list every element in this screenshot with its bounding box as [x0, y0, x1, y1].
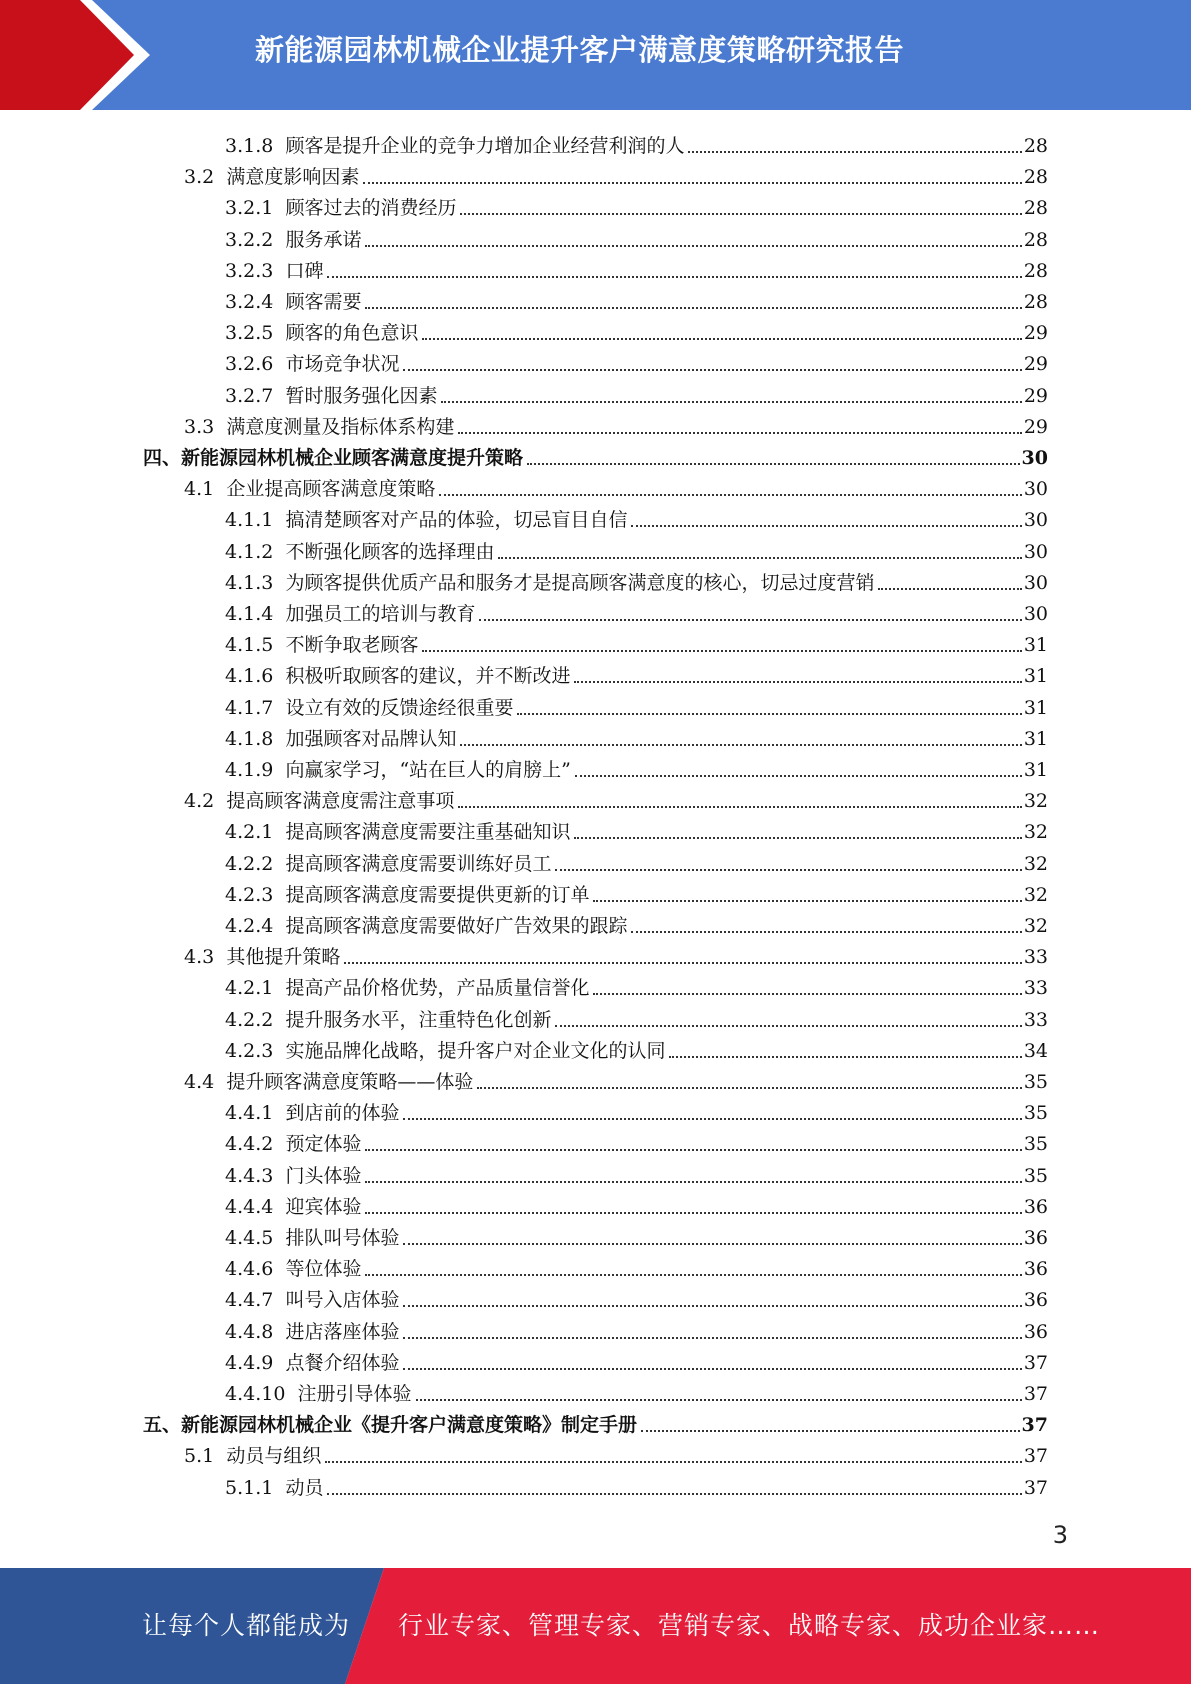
toc-entry-page: 31: [1023, 665, 1048, 688]
toc-entry-gap: [214, 1070, 226, 1094]
toc-entry[interactable]: [225, 533, 1048, 564]
toc-entry-title: 搞清楚顾客对产品的体验，切忌盲目自信: [285, 509, 628, 532]
toc-entry-gap: [273, 883, 285, 907]
toc-entry-page: 32: [1023, 852, 1048, 875]
toc-entry-number: 4.1.5: [225, 634, 274, 657]
toc-entry-number: 4.4.1: [225, 1102, 274, 1125]
toc-entry-number: 3.1.8: [225, 135, 274, 157]
toc-entry[interactable]: [225, 1032, 1048, 1063]
toc-entry[interactable]: [225, 813, 1048, 844]
toc-dot-leader: [344, 961, 1021, 964]
toc-entry[interactable]: [225, 1250, 1048, 1281]
toc-entry-number: 4.4.8: [225, 1320, 274, 1343]
toc-dot-leader: [688, 150, 1021, 153]
toc-entry-gap: [214, 165, 226, 189]
toc-entry-gap: [273, 290, 285, 314]
toc-entry[interactable]: [225, 907, 1048, 938]
toc-entry-title: 点餐介绍体验: [285, 1351, 400, 1374]
toc-entry-title: 不断争取老顾客: [285, 634, 419, 657]
toc-entry-gap: [273, 727, 285, 751]
toc-entry[interactable]: [225, 720, 1048, 751]
toc-entry-gap: [273, 664, 285, 688]
toc-entry-page: 31: [1023, 696, 1048, 719]
toc-dot-leader: [403, 368, 1021, 371]
toc-entry[interactable]: [225, 345, 1048, 376]
toc-entry[interactable]: [225, 1344, 1048, 1375]
toc-entry-page: 30: [1023, 603, 1048, 625]
toc-entry-number: 4.1.4: [225, 603, 274, 625]
toc-entry-number: 4.2.3: [225, 1039, 274, 1062]
toc-entry-gap: [214, 945, 226, 969]
toc-dot-leader: [460, 743, 1021, 746]
toc-dot-leader: [327, 1492, 1021, 1495]
toc-entry-page: 31: [1023, 634, 1048, 657]
toc-entry-title: 叫号入店体验: [285, 1289, 400, 1312]
toc-entry-title: 为顾客提供优质产品和服务才是提高顾客满意度的核心，切忌过度营销: [285, 571, 875, 594]
toc-entry-page: 35: [1023, 1102, 1048, 1125]
footer-slogan-left: 让每个人都能成为: [142, 1611, 351, 1640]
toc-entry[interactable]: [225, 626, 1048, 657]
toc-entry-title: 四、新能源园林机械企业顾客满意度提升策略: [143, 447, 524, 469]
toc-entry-title: 迎宾体验: [285, 1195, 362, 1218]
toc-entry[interactable]: [225, 689, 1048, 720]
toc-entry[interactable]: [225, 221, 1048, 252]
toc-entry-gap: [273, 852, 285, 876]
toc-entry-title: 企业提高顾客满意度策略: [226, 478, 436, 501]
toc-entry-title: 到店前的体验: [285, 1102, 400, 1125]
toc-entry-page: 37: [1023, 1445, 1048, 1468]
toc-dot-leader: [363, 181, 1021, 184]
toc-entry-number: 4.4.10: [225, 1383, 286, 1405]
toc-entry-page: 37: [1023, 1383, 1048, 1405]
toc-entry-title: 进店落座体验: [285, 1320, 400, 1343]
toc-entry-page: 28: [1023, 259, 1048, 282]
toc-entry-page: 28: [1023, 166, 1048, 189]
toc-entry-title: 五、新能源园林机械企业《提升客户满意度策略》制定手册: [143, 1414, 638, 1437]
toc-entry-gap: [273, 1039, 285, 1063]
toc-entry[interactable]: [225, 1188, 1048, 1219]
toc-entry-title: 提升顾客满意度策略——体验: [226, 1071, 474, 1093]
toc-entry[interactable]: [225, 1157, 1048, 1188]
toc-dot-leader: [403, 1336, 1021, 1339]
toc-entry-gap: [273, 571, 285, 595]
toc-entry-gap: [273, 1351, 285, 1375]
toc-entry[interactable]: [225, 377, 1048, 408]
toc-entry-number: 4.1.3: [225, 571, 274, 594]
toc-entry-title: 设立有效的反馈途经很重要: [285, 696, 514, 719]
toc-entry[interactable]: [225, 189, 1048, 220]
toc-entry-number: 4.1.7: [225, 696, 274, 719]
header-arrow-graphic: [0, 0, 150, 110]
toc-entry-number: 4.4.3: [225, 1164, 274, 1187]
toc-entry-page: 30: [1023, 540, 1048, 563]
toc-entry-number: 4.2.3: [225, 883, 274, 906]
toc-entry-title: 提高顾客满意度需要注重基础知识: [285, 821, 571, 844]
toc-dot-leader: [593, 899, 1021, 902]
toc-entry-gap: [273, 976, 285, 1000]
toc-entry[interactable]: [225, 127, 1048, 158]
toc-entry-gap: [273, 1226, 285, 1250]
toc-entry-number: 4.2: [184, 790, 215, 813]
toc-entry-title: 向赢家学习，“站在巨人的肩膀上”: [285, 759, 571, 781]
toc-entry-title: 提高顾客满意度需要提供更新的订单: [285, 883, 590, 906]
toc-entry[interactable]: [225, 501, 1048, 532]
toc-entry-title: 预定体验: [285, 1133, 362, 1156]
toc-entry[interactable]: [143, 439, 1048, 470]
toc-entry-gap: [273, 696, 285, 720]
toc-entry[interactable]: [225, 1219, 1048, 1250]
toc-entry-gap: [273, 1164, 285, 1188]
toc-entry-page: 32: [1023, 821, 1048, 844]
toc-entry-title: 加强顾客对品牌认知: [285, 727, 457, 750]
toc-entry-number: 3.2.5: [225, 322, 274, 345]
toc-entry-title: 实施品牌化战略，提升客户对企业文化的认同: [285, 1039, 666, 1062]
toc-entry-gap: [273, 633, 285, 657]
toc-entry-number: 4.4.6: [225, 1258, 274, 1281]
toc-entry-number: 4.4.2: [225, 1133, 274, 1156]
toc-dot-leader: [460, 212, 1021, 215]
toc-entry[interactable]: [225, 751, 1048, 782]
toc-entry-number: 4.4.4: [225, 1195, 274, 1218]
toc-entry[interactable]: [225, 1469, 1048, 1500]
toc-entry-gap: [273, 1288, 285, 1312]
toc-dot-leader: [458, 805, 1021, 808]
toc-dot-leader: [527, 462, 1020, 465]
toc-dot-leader: [403, 1242, 1021, 1245]
toc-entry-title: 提高顾客满意度需要做好广告效果的跟踪: [285, 915, 628, 937]
toc-entry-title: 市场竞争状况: [285, 353, 400, 376]
toc-entry-page: 28: [1023, 228, 1048, 251]
toc-entry-number: 3.3: [184, 415, 215, 438]
toc-entry-title: 加强员工的培训与教育: [285, 603, 476, 625]
toc-entry-gap: [273, 1195, 285, 1219]
toc-entry-number: 4.2.2: [225, 852, 274, 875]
toc-entry-number: 4.2.1: [225, 977, 274, 1000]
toc-entry-page: 34: [1023, 1039, 1048, 1062]
toc-entry-page: 30: [1021, 447, 1048, 469]
toc-entry[interactable]: [225, 876, 1048, 907]
toc-entry-page: 37: [1021, 1414, 1048, 1437]
toc-entry-number: 4.1.8: [225, 727, 274, 750]
toc-entry[interactable]: [184, 408, 1048, 439]
toc-dot-leader: [403, 1304, 1021, 1307]
toc-entry[interactable]: [225, 1313, 1048, 1344]
toc-entry[interactable]: [184, 938, 1048, 969]
toc-entry-title: 其他提升策略: [226, 946, 341, 969]
toc-entry-number: 4.2.1: [225, 821, 274, 844]
toc-entry-page: 33: [1023, 977, 1048, 1000]
toc-entry-page: 28: [1023, 135, 1048, 157]
toc-entry-title: 动员与组织: [226, 1445, 322, 1468]
toc-entry[interactable]: [184, 1063, 1048, 1094]
toc-entry[interactable]: [225, 252, 1048, 283]
toc-entry-page: 35: [1023, 1133, 1048, 1156]
toc-entry-gap: [285, 1382, 297, 1406]
toc-entry-title: 口碑: [285, 259, 324, 282]
toc-entry-page: 32: [1023, 883, 1048, 906]
toc-entry-title: 顾客需要: [285, 291, 362, 313]
toc-entry-gap: [273, 758, 285, 782]
toc-entry-number: 3.2.6: [225, 353, 274, 376]
toc-entry-page: 29: [1023, 322, 1048, 345]
toc-entry-number: 4.3: [184, 946, 215, 969]
toc-entry-gap: [273, 1476, 285, 1500]
toc-entry-page: 36: [1023, 1289, 1048, 1312]
toc-entry-title: 不断强化顾客的选择理由: [285, 540, 495, 563]
toc-dot-leader: [365, 1148, 1021, 1151]
toc-dot-leader: [365, 244, 1021, 247]
toc-dot-leader: [631, 524, 1021, 527]
toc-entry-number: 4.1: [184, 478, 215, 501]
toc-dot-leader: [325, 1460, 1021, 1463]
toc-entry-number: 3.2.2: [225, 228, 274, 251]
toc-entry-page: 30: [1023, 509, 1048, 532]
toc-dot-leader: [327, 275, 1021, 278]
toc-entry[interactable]: [225, 969, 1048, 1000]
toc-entry-gap: [273, 540, 285, 564]
toc-entry-number: 4.4: [184, 1071, 215, 1093]
toc-entry-gap: [273, 134, 285, 158]
toc-dot-leader: [441, 400, 1021, 403]
toc-dot-leader: [458, 431, 1021, 434]
toc-entry-number: 4.1.1: [225, 509, 274, 532]
toc-entry-gap: [273, 1257, 285, 1281]
toc-entry-title: 门头体验: [285, 1164, 362, 1187]
page-footer: [0, 1568, 1191, 1684]
toc-dot-leader: [631, 930, 1021, 933]
toc-entry-page: 30: [1023, 478, 1048, 501]
toc-entry-gap: [273, 602, 285, 626]
toc-dot-leader: [498, 556, 1021, 559]
toc-dot-leader: [479, 618, 1021, 621]
toc-entry-page: 35: [1023, 1164, 1048, 1187]
toc-entry-gap: [214, 1444, 226, 1468]
toc-entry-gap: [273, 1008, 285, 1032]
toc-entry[interactable]: [184, 470, 1048, 501]
toc-entry-number: 3.2.7: [225, 384, 274, 407]
toc-entry-number: 4.1.6: [225, 665, 274, 688]
toc-entry-number: 4.2.4: [225, 915, 274, 937]
toc-entry-gap: [273, 1132, 285, 1156]
toc-entry-title: 顾客过去的消费经历: [285, 197, 457, 220]
toc-entry-page: 31: [1023, 759, 1048, 781]
toc-entry-page: 36: [1023, 1195, 1048, 1218]
page-header: [0, 0, 1191, 110]
toc-entry-page: 28: [1023, 291, 1048, 313]
toc-entry-number: 4.4.5: [225, 1227, 274, 1249]
toc-entry-gap: [273, 914, 285, 938]
toc-entry[interactable]: [225, 1375, 1048, 1406]
toc-dot-leader: [403, 1367, 1021, 1370]
toc-entry-number: 4.4.7: [225, 1289, 274, 1312]
toc-entry-title: 顾客的角色意识: [285, 322, 419, 345]
toc-entry-page: 33: [1023, 946, 1048, 969]
footer-slogan-right: 行业专家、管理专家、营销专家、战略专家、成功企业家……: [398, 1611, 1101, 1640]
toc-entry-page: 31: [1023, 727, 1048, 750]
toc-entry-title: 提高顾客满意度需注意事项: [226, 790, 455, 813]
toc-dot-leader: [422, 649, 1021, 652]
toc-entry-gap: [273, 1320, 285, 1344]
toc-entry-page: 37: [1023, 1476, 1048, 1499]
toc-entry[interactable]: [225, 283, 1048, 314]
toc-entry[interactable]: [225, 564, 1048, 595]
toc-entry-gap: [214, 415, 226, 439]
toc-entry-page: 35: [1023, 1071, 1048, 1093]
toc-entry-gap: [273, 196, 285, 220]
toc-entry-title: 提高产品价格优势，产品质量信誉化: [285, 977, 590, 1000]
toc-dot-leader: [422, 337, 1021, 340]
toc-dot-leader: [555, 1024, 1021, 1027]
toc-dot-leader: [641, 1429, 1020, 1432]
toc-entry-number: 5.1.1: [225, 1476, 274, 1499]
toc-entry-title: 提升服务水平，注重特色化创新: [285, 1008, 552, 1031]
toc-entry-title: 等位体验: [285, 1258, 362, 1281]
toc-entry-title: 排队叫号体验: [285, 1227, 400, 1249]
toc-entry-page: 36: [1023, 1320, 1048, 1343]
toc-dot-leader: [555, 868, 1021, 871]
toc-entry-page: 30: [1023, 571, 1048, 594]
toc-entry[interactable]: [225, 845, 1048, 876]
toc-entry-gap: [214, 789, 226, 813]
toc-entry-page: 33: [1023, 1008, 1048, 1031]
toc-dot-leader: [593, 992, 1021, 995]
toc-dot-leader: [365, 1273, 1021, 1276]
toc-entry-gap: [273, 820, 285, 844]
toc-entry-title: 满意度测量及指标体系构建: [226, 415, 455, 438]
toc-dot-leader: [403, 1117, 1021, 1120]
toc-entry[interactable]: [225, 1281, 1048, 1312]
toc-entry[interactable]: [225, 1125, 1048, 1156]
toc-entry-number: 3.2.4: [225, 291, 274, 313]
toc-entry-number: 3.2: [184, 166, 215, 189]
toc-entry-number: 3.2.1: [225, 197, 274, 220]
toc-entry-gap: [273, 352, 285, 376]
toc-entry-title: 服务承诺: [285, 228, 362, 251]
toc-dot-leader: [365, 1211, 1021, 1214]
toc-entry-page: 29: [1023, 353, 1048, 376]
toc-entry-gap: [273, 1101, 285, 1125]
toc-entry-title: 积极听取顾客的建议，并不断改进: [285, 665, 571, 688]
toc-entry-page: 29: [1023, 415, 1048, 438]
report-title: 新能源园林机械企业提升客户满意度策略研究报告: [255, 33, 905, 67]
toc-dot-leader: [574, 680, 1021, 683]
toc-entry-gap: [273, 384, 285, 408]
toc-entry-page: 28: [1023, 197, 1048, 220]
toc-entry[interactable]: [225, 595, 1048, 626]
toc-entry-number: 4.2.2: [225, 1008, 274, 1031]
toc-entry-number: 4.4.9: [225, 1351, 274, 1374]
toc-dot-leader: [878, 587, 1021, 590]
toc-entry[interactable]: [225, 657, 1048, 688]
toc-entry-number: 4.1.2: [225, 540, 274, 563]
toc-entry[interactable]: [225, 314, 1048, 345]
toc-entry-page: 32: [1023, 915, 1048, 937]
toc-entry-page: 37: [1023, 1351, 1048, 1374]
toc-entry[interactable]: [143, 1406, 1048, 1437]
toc-dot-leader: [517, 712, 1021, 715]
toc-entry-title: 注册引导体验: [297, 1383, 412, 1405]
toc-entry-title: 动员: [285, 1476, 324, 1499]
toc-entry-page: 36: [1023, 1258, 1048, 1281]
toc-entry-title: 顾客是提升企业的竞争力增加企业经营利润的人: [285, 135, 685, 157]
toc-entry[interactable]: [184, 782, 1048, 813]
toc-dot-leader: [669, 1055, 1021, 1058]
toc-dot-leader: [477, 1086, 1021, 1089]
toc-entry-page: 36: [1023, 1227, 1048, 1249]
toc-entry-gap: [273, 259, 285, 283]
toc-dot-leader: [365, 1180, 1021, 1183]
toc-entry-title: 满意度影响因素: [226, 166, 360, 189]
toc-entry-title: 暂时服务强化因素: [285, 384, 438, 407]
toc-entry-gap: [273, 228, 285, 252]
toc-entry[interactable]: [184, 158, 1048, 189]
toc-dot-leader: [574, 836, 1021, 839]
toc-entry-number: 3.2.3: [225, 259, 274, 282]
toc-entry-page: 32: [1023, 790, 1048, 813]
toc-entry[interactable]: [225, 1094, 1048, 1125]
toc-entry-number: 4.1.9: [225, 759, 274, 781]
toc-entry-gap: [214, 477, 226, 501]
toc-dot-leader: [439, 493, 1021, 496]
page-number: 3: [1052, 1521, 1068, 1549]
toc-entry-gap: [273, 508, 285, 532]
toc-dot-leader: [365, 306, 1021, 309]
toc-dot-leader: [575, 774, 1022, 777]
toc-dot-leader: [416, 1398, 1022, 1401]
toc-entry[interactable]: [225, 1001, 1048, 1032]
toc-entry-page: 29: [1023, 384, 1048, 407]
toc-entry-gap: [273, 321, 285, 345]
toc-entry-number: 5.1: [184, 1445, 215, 1468]
toc-entry-title: 提高顾客满意度需要训练好员工: [285, 852, 552, 875]
toc-entry[interactable]: [184, 1437, 1048, 1468]
